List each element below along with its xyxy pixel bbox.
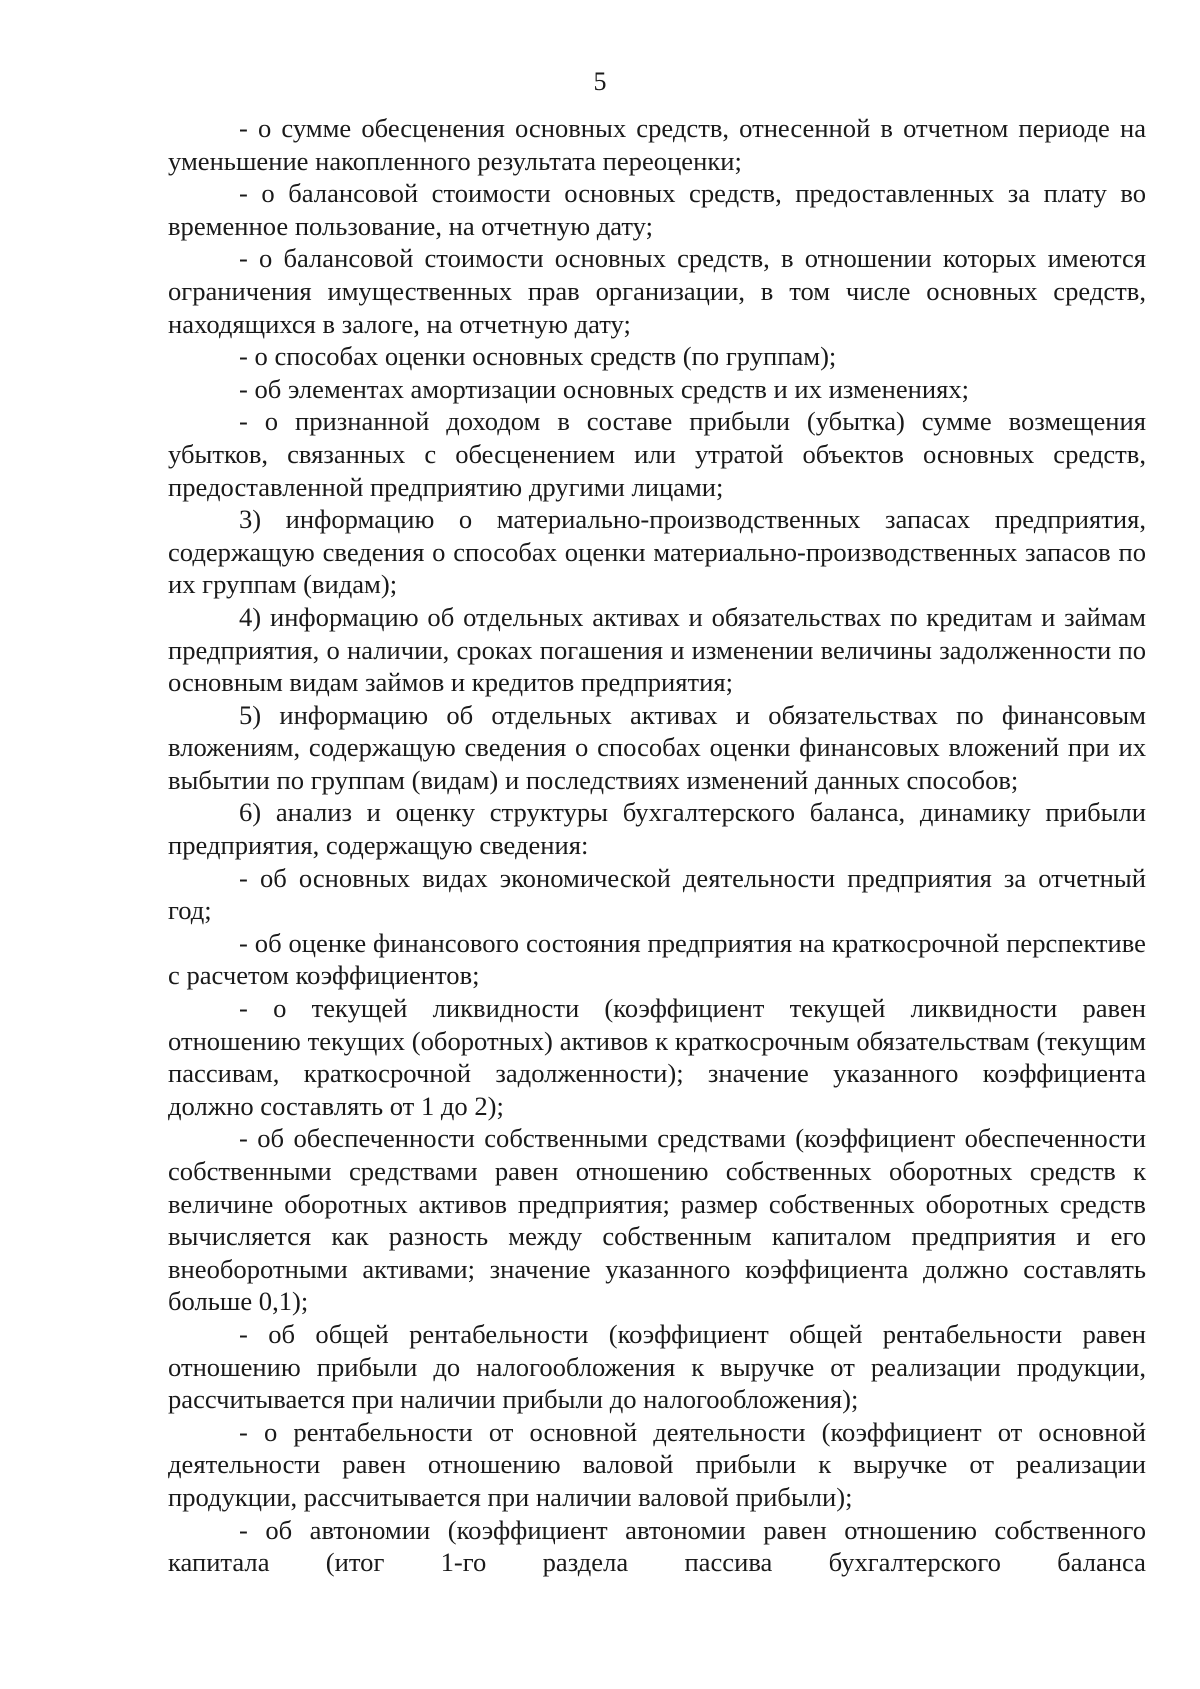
paragraph: - о способах оценки основных средств (по группам); (239, 341, 837, 372)
paragraph: - об автономии (коэффициент автономии равен отношению собственного капитала (итог 1-го раздела пассива бухгалтерского баланса (168, 1514, 1146, 1578)
paragraph: - о признанной доходом в составе прибыли (убытка) сумме возмещения убытков, связанных с обесценением или утратой объектов основных средств, предоставленной предприятию другими лицами; (168, 406, 1146, 502)
document-body (168, 112, 1146, 1579)
paragraph: - об обеспеченности собственными средствами (коэффициент обеспеченности собственными средствами равен отношению собственных оборотных средств к величине оборотных активов предприятия; размер собственных оборотных средств вычисляется как разность между собственным капиталом предприятия и его внеоборотными активами; значение указанного коэффициента должно составлять больше 0,1); (168, 1123, 1146, 1317)
paragraph: - об общей рентабельности (коэффициент общей рентабельности равен отношению прибыли до налогообложения к выручке от реализации продукции, рассчитывается при наличии прибыли до налогообложения); (168, 1318, 1146, 1415)
paragraph: 5) информацию об отдельных активах и обязательствах по финансовым вложениям, содержащую сведения о способах оценки финансовых вложений при их выбытии по группам (видам) и последствиях изменений данных способов; (168, 699, 1146, 795)
paragraph: 3) информацию о материально-производственных запасах предприятия, содержащую сведения о способах оценки материально-производственных запасов по их группам (видам); (168, 504, 1146, 600)
paragraph: 6) анализ и оценку структуры бухгалтерского баланса, динамику прибыли предприятия, содержащую сведения: (168, 797, 1146, 861)
paragraph: - об основных видах экономической деятельности предприятия за отчетный год; (168, 862, 1146, 926)
paragraph: - о рентабельности от основной деятельности (коэффициент от основной деятельности равен отношению валовой прибыли к выручке от реализации продукции, рассчитывается при наличии валовой прибыли); (168, 1416, 1146, 1512)
paragraph: - о сумме обесценения основных средств, отнесенной в отчетном периоде на уменьшение накопленного результата переоценки; (168, 113, 1146, 176)
paragraph: - об оценке финансового состояния предприятия на краткосрочной перспективе с расчетом коэффициентов; (168, 927, 1146, 991)
paragraph: - о текущей ликвидности (коэффициент текущей ликвидности равен отношению текущих (оборотных) активов к краткосрочным обязательствам (текущим пассивам, краткосрочной задолженности); значение указанного коэффициента должно составлять от 1 до 2); (168, 993, 1146, 1121)
paragraph: - об элементах амортизации основных средств и их изменениях; (239, 373, 970, 404)
paragraph: 4) информацию об отдельных активах и обязательствах по кредитам и займам предприятия, о наличии, сроках погашения и изменении величины задолженности по основным видам займов и кредитов предприятия; (168, 601, 1146, 698)
page-number: 5 (593, 67, 607, 96)
paragraph: - о балансовой стоимости основных средств, в отношении которых имеются ограничения имущественных прав организации, в том числе основных средств, находящихся в залоге, на отчетную дату; (168, 243, 1146, 339)
paragraph: - о балансовой стоимости основных средств, предоставленных за плату во временное пользование, на отчетную дату; (168, 178, 1146, 241)
